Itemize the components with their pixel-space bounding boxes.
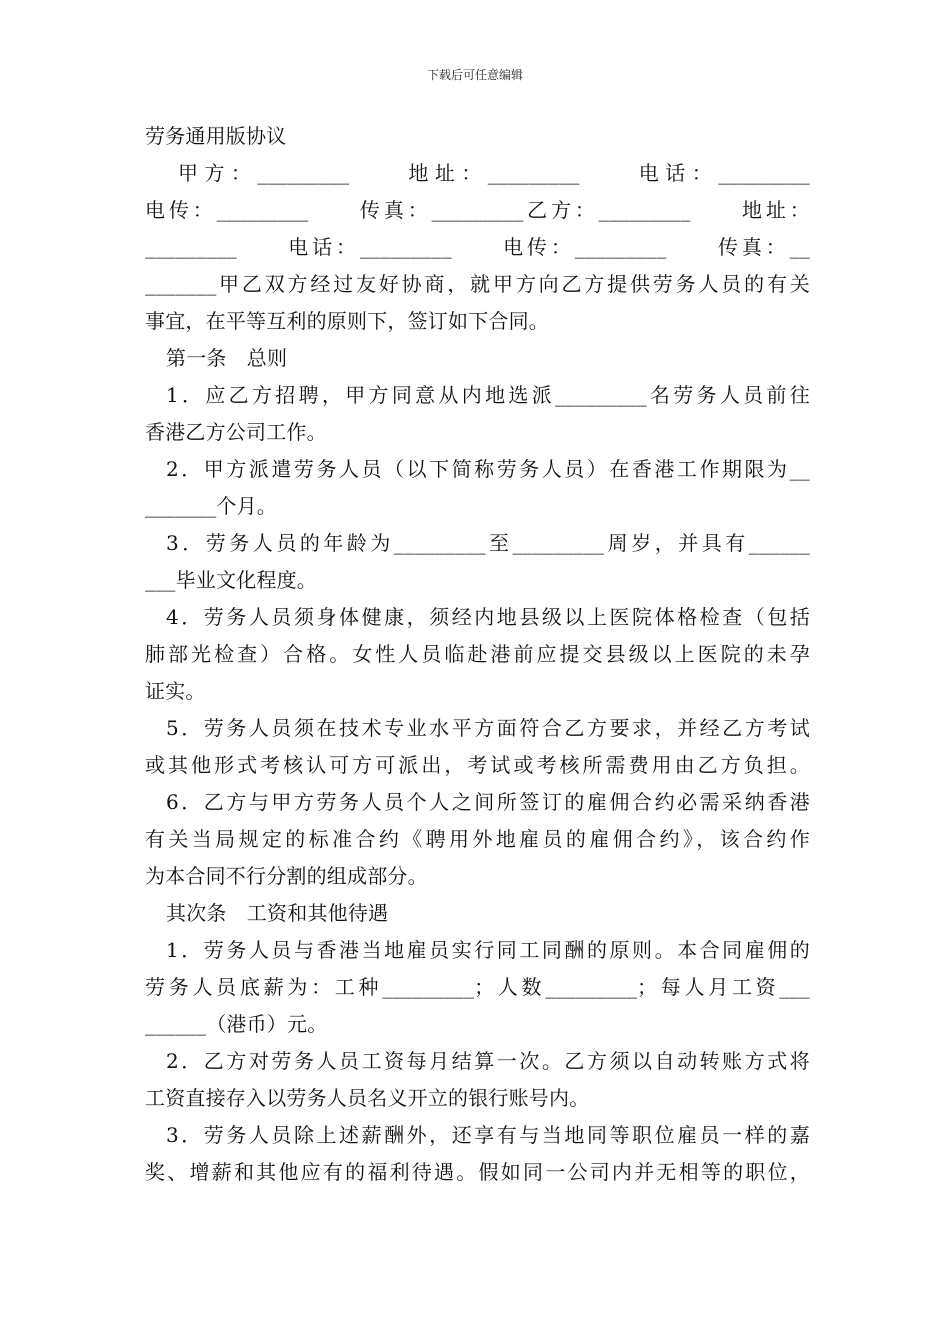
text-line: ___毕业文化程度。: [145, 568, 317, 592]
text-line: 工资直接存入以劳务人员名义开立的银行账号内。: [145, 1086, 590, 1110]
text-line: 2．乙方对劳务人员工资每月结算一次。乙方须以自动转账方式将: [166, 1049, 810, 1073]
text-line: 为本合同不行分割的组成部分。: [145, 864, 428, 888]
text-line: 有关当局规定的标准合约《聘用外地雇员的雇佣合约》，该合约作: [145, 827, 810, 851]
text-line: _______个月。: [145, 494, 277, 518]
text-line: 电传：_________ 传真：_________乙方：_________ 地址：: [145, 198, 810, 222]
text-line: 肺部光检查）合格。女性人员临赴港前应提交县级以上医院的未孕: [145, 642, 810, 666]
text-line: 或其他形式考核认可方可派出，考试或考核所需费用由乙方负担。: [145, 753, 810, 777]
text-line: 劳务人员底薪为：工种_________；人数_________；每人月工资___: [145, 975, 810, 999]
text-line: _______甲乙双方经过友好协商，就甲方向乙方提供劳务人员的有关: [145, 272, 810, 296]
page-header: 下载后可任意编辑: [426, 68, 523, 82]
text-line: ______（港币）元。: [145, 1012, 328, 1036]
text-line: 5．劳务人员须在技术专业水平方面符合乙方要求，并经乙方考试: [166, 716, 810, 740]
document-title: 劳务通用版协议: [145, 124, 287, 148]
text-line: 奖、增薪和其他应有的福利待遇。假如同一公司内并无相等的职位，: [145, 1160, 810, 1184]
text-line: 甲方：_________ 地址：_________ 电话：_________: [178, 161, 810, 185]
text-line: 1．应乙方招聘，甲方同意从内地选派_________名劳务人员前往: [166, 383, 810, 407]
text-line: _________ 电话：_________ 电传：_________ 传真：__: [145, 235, 810, 259]
text-line: 香港乙方公司工作。: [145, 420, 327, 444]
text-line: 1．劳务人员与香港当地雇员实行同工同酬的原则。本合同雇佣的: [166, 938, 810, 962]
document-body: [145, 118, 810, 1191]
text-line: 4．劳务人员须身体健康，须经内地县级以上医院体格检查（包括: [166, 605, 810, 629]
text-line: 2．甲方派遣劳务人员（以下简称劳务人员）在香港工作期限为__: [166, 457, 810, 481]
text-line: 事宜，在平等互利的原则下，签订如下合同。: [145, 309, 549, 333]
text-line: 第一条 总则: [166, 346, 288, 370]
text-line: 3．劳务人员的年龄为_________至_________周岁，并具有______: [166, 531, 810, 555]
text-line: 6．乙方与甲方劳务人员个人之间所签订的雇佣合约必需采纳香港: [166, 790, 810, 814]
text-line: 其次条 工资和其他待遇: [166, 901, 389, 925]
text-line: 证实。: [145, 679, 206, 703]
text-line: 3．劳务人员除上述薪酬外，还享有与当地同等职位雇员一样的嘉: [166, 1123, 810, 1147]
